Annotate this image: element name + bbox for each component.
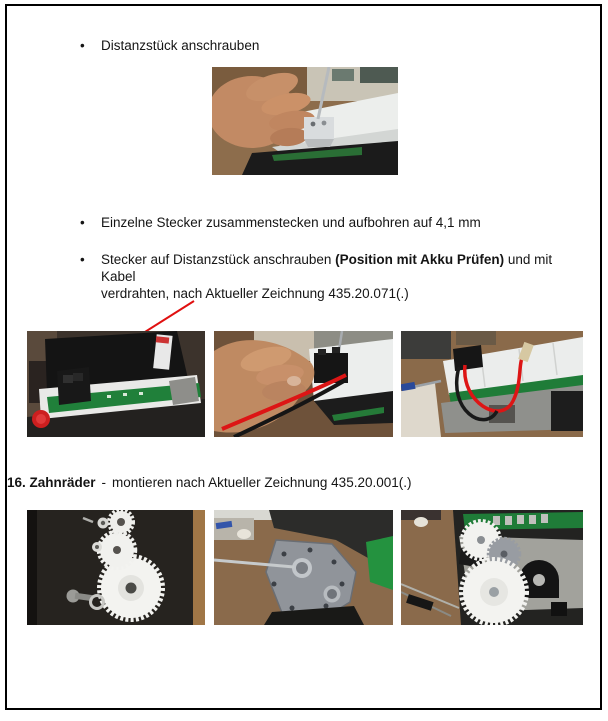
bullet3-line2: verdrahten, nach Aktueller Zeichnung 435.20.071(.) [101, 286, 409, 301]
bullet-text: Distanzstück anschrauben [101, 38, 260, 53]
bullet-marker: • [80, 215, 85, 230]
photo-getriebe-montage [214, 510, 393, 625]
photo-top-illustration [212, 67, 398, 175]
bullet-marker: • [80, 252, 85, 267]
photo-zahnraeder-teile [27, 510, 205, 625]
section-dash: - [101, 475, 107, 490]
photo-kabel-verdrahtet [401, 331, 583, 437]
section-text: montieren nach Aktueller Zeichnung 435.20.001(.) [112, 475, 412, 490]
photo-zahnraeder-montiert [401, 510, 583, 625]
section-number-title: 16. Zahnräder [7, 475, 96, 490]
photo-bot1-illustration [27, 510, 205, 625]
bullet-marker: • [80, 38, 85, 53]
bullet-text: Einzelne Stecker zusammenstecken und aufbohren auf 4,1 mm [101, 215, 481, 230]
photo-mid2-illustration [214, 331, 393, 437]
photo-distanzstueck-anschrauben [212, 67, 398, 175]
section-heading-zahnraeder [7, 474, 567, 491]
bullet3-line1-post: und mit Kabel [101, 252, 553, 284]
photo-mid3-illustration [401, 331, 583, 437]
bullet3-line1-bold: (Position mit Akku Prüfen) [335, 252, 505, 267]
bullet-item-distanzstueck [80, 37, 560, 54]
photo-bot2-illustration [214, 510, 393, 625]
photo-kabel-anstecken [214, 331, 393, 437]
photo-stecker-position-maschine [27, 331, 205, 437]
bullet-item-stecker-aufbohren [80, 214, 580, 231]
bullet3-line1-pre: Stecker auf Distanzstück anschrauben [101, 252, 336, 267]
photo-mid1-illustration [27, 331, 205, 437]
photo-bot3-illustration [401, 510, 583, 625]
